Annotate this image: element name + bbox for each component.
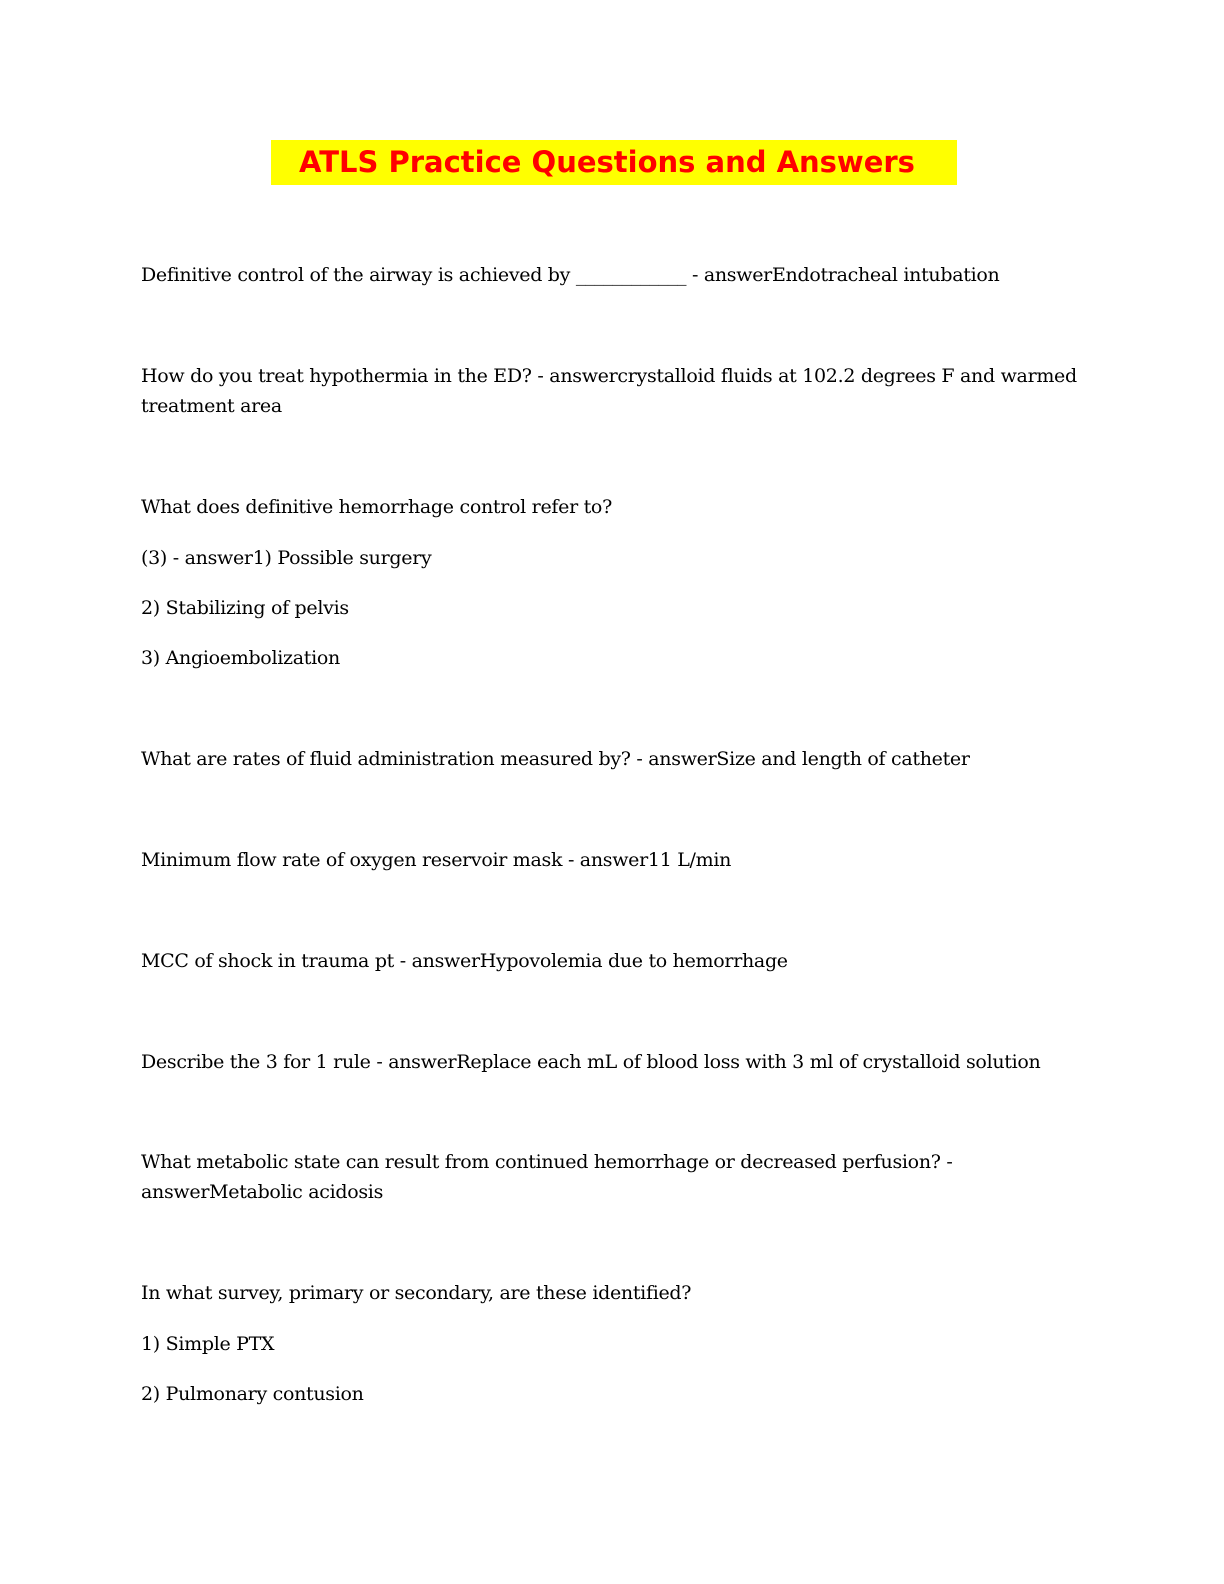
qa-line: 3) Angioembolization: [141, 647, 340, 669]
qa-line: Definitive control of the airway is achieved by ____________ - answerEndotracheal intubation: [141, 264, 1000, 286]
qa-line: What are rates of fluid administration measured by? - answerSize and length of catheter: [141, 748, 970, 770]
qa-line: 2) Pulmonary contusion: [141, 1383, 364, 1405]
qa-line: What metabolic state can result from continued hemorrhage or decreased perfusion? -: [141, 1151, 953, 1173]
qa-line: How do you treat hypothermia in the ED? - answercrystalloid fluids at 102.2 degrees F and warmed: [141, 365, 1077, 387]
qa-line: treatment area: [141, 395, 282, 417]
qa-line: 2) Stabilizing of pelvis: [141, 597, 349, 619]
qa-line: Describe the 3 for 1 rule - answerReplace each mL of blood loss with 3 ml of crystalloid solution: [141, 1051, 1041, 1073]
qa-line: 1) Simple PTX: [141, 1333, 275, 1355]
qa-line: MCC of shock in trauma pt - answerHypovolemia due to hemorrhage: [141, 950, 788, 972]
qa-line: answerMetabolic acidosis: [141, 1181, 384, 1203]
qa-line: What does definitive hemorrhage control refer to?: [141, 496, 612, 518]
qa-line: Minimum flow rate of oxygen reservoir mask - answer11 L/min: [141, 849, 732, 871]
title-highlight: [271, 140, 957, 185]
qa-line: In what survey, primary or secondary, are these identified?: [141, 1282, 692, 1304]
document-title: ATLS Practice Questions and Answers: [299, 145, 915, 179]
qa-line: (3) - answer1) Possible surgery: [141, 547, 432, 569]
